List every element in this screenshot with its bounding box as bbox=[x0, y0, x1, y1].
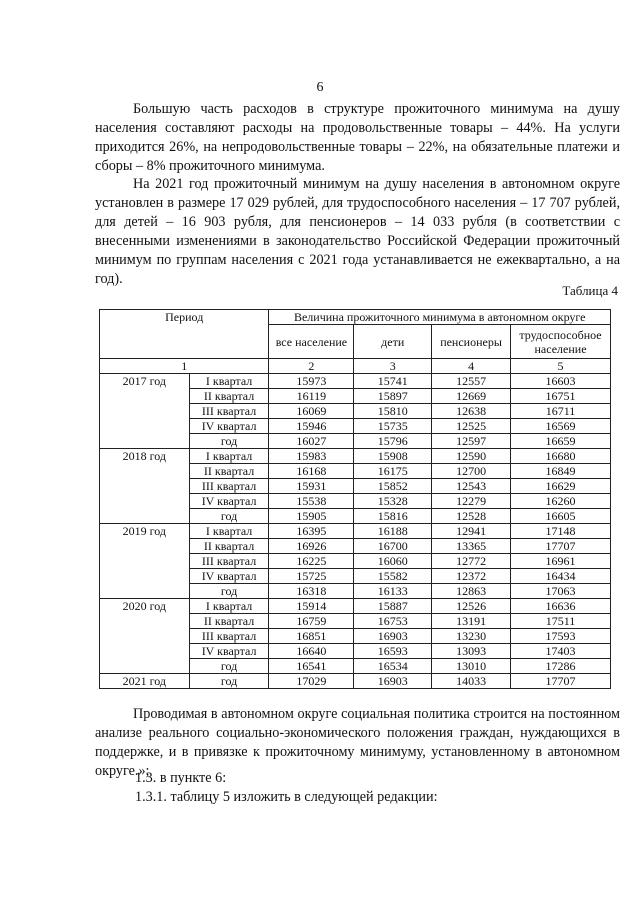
value-cell: 16851 bbox=[269, 629, 354, 644]
table-row bbox=[100, 524, 611, 539]
paragraph-social-policy: Проводимая в автономном округе социальная политика строится на постоянном анализе реального социально-экономического положения граждан, нуждающихся в поддержке, и в привязке к прожиточному минимуму, установленному в автономном округе.»; bbox=[95, 706, 620, 779]
period-cell: IV квартал bbox=[189, 644, 269, 659]
period-cell: IV квартал bbox=[189, 494, 269, 509]
value-cell: 16175 bbox=[354, 464, 432, 479]
value-cell: 16659 bbox=[511, 434, 611, 449]
value-cell: 12590 bbox=[432, 449, 511, 464]
col-header-pensioners: пенсионеры bbox=[432, 325, 511, 359]
value-cell: 15931 bbox=[269, 479, 354, 494]
value-cell: 15328 bbox=[354, 494, 432, 509]
value-cell: 16753 bbox=[354, 614, 432, 629]
value-cell: 13191 bbox=[432, 614, 511, 629]
value-cell: 16027 bbox=[269, 434, 354, 449]
value-cell: 12638 bbox=[432, 404, 511, 419]
value-cell: 12372 bbox=[432, 569, 511, 584]
value-cell: 15796 bbox=[354, 434, 432, 449]
period-cell: год bbox=[189, 509, 269, 524]
period-cell: III квартал bbox=[189, 479, 269, 494]
value-cell: 16903 bbox=[354, 629, 432, 644]
header-value: Величина прожиточного минимума в автономном округе bbox=[269, 310, 611, 325]
year-cell: 2017 год bbox=[100, 374, 190, 449]
value-cell: 16751 bbox=[511, 389, 611, 404]
value-cell: 16541 bbox=[269, 659, 354, 674]
period-cell: II квартал bbox=[189, 389, 269, 404]
value-cell: 12669 bbox=[432, 389, 511, 404]
value-cell: 15816 bbox=[354, 509, 432, 524]
value-cell: 16318 bbox=[269, 584, 354, 599]
value-cell: 16225 bbox=[269, 554, 354, 569]
year-cell: 2019 год bbox=[100, 524, 190, 599]
period-cell: II квартал bbox=[189, 464, 269, 479]
col-number: 5 bbox=[511, 359, 611, 374]
value-cell: 17511 bbox=[511, 614, 611, 629]
value-cell: 16133 bbox=[354, 584, 432, 599]
period-cell: I квартал bbox=[189, 599, 269, 614]
period-cell: год bbox=[189, 674, 269, 689]
value-cell: 12528 bbox=[432, 509, 511, 524]
subsistence-minimum-table bbox=[99, 309, 611, 689]
period-cell: IV квартал bbox=[189, 419, 269, 434]
period-cell: III квартал bbox=[189, 629, 269, 644]
value-cell: 17593 bbox=[511, 629, 611, 644]
col-number: 4 bbox=[432, 359, 511, 374]
value-cell: 12526 bbox=[432, 599, 511, 614]
col-header-all: все население bbox=[269, 325, 354, 359]
item-1-3: 1.3. в пункте 6: bbox=[135, 770, 227, 786]
value-cell: 15582 bbox=[354, 569, 432, 584]
value-cell: 13010 bbox=[432, 659, 511, 674]
period-cell: год bbox=[189, 659, 269, 674]
value-cell: 15735 bbox=[354, 419, 432, 434]
period-cell: I квартал bbox=[189, 374, 269, 389]
value-cell: 16119 bbox=[269, 389, 354, 404]
value-cell: 16603 bbox=[511, 374, 611, 389]
period-cell: II квартал bbox=[189, 539, 269, 554]
value-cell: 14033 bbox=[432, 674, 511, 689]
value-cell: 12525 bbox=[432, 419, 511, 434]
col-number: 1 bbox=[100, 359, 269, 374]
value-cell: 16395 bbox=[269, 524, 354, 539]
period-cell: II квартал bbox=[189, 614, 269, 629]
col-number: 3 bbox=[354, 359, 432, 374]
value-cell: 12557 bbox=[432, 374, 511, 389]
value-cell: 15887 bbox=[354, 599, 432, 614]
value-cell: 17029 bbox=[269, 674, 354, 689]
value-cell: 16060 bbox=[354, 554, 432, 569]
value-cell: 16629 bbox=[511, 479, 611, 494]
value-cell: 16640 bbox=[269, 644, 354, 659]
period-cell: год bbox=[189, 584, 269, 599]
value-cell: 16593 bbox=[354, 644, 432, 659]
table-row bbox=[100, 599, 611, 614]
value-cell: 15908 bbox=[354, 449, 432, 464]
value-cell: 16849 bbox=[511, 464, 611, 479]
value-cell: 13230 bbox=[432, 629, 511, 644]
value-cell: 16168 bbox=[269, 464, 354, 479]
value-cell: 16569 bbox=[511, 419, 611, 434]
value-cell: 16636 bbox=[511, 599, 611, 614]
value-cell: 17286 bbox=[511, 659, 611, 674]
item-1-3-1: 1.3.1. таблицу 5 изложить в следующей редакции: bbox=[135, 789, 438, 805]
period-cell: I квартал bbox=[189, 449, 269, 464]
value-cell: 16961 bbox=[511, 554, 611, 569]
value-cell: 16700 bbox=[354, 539, 432, 554]
value-cell: 15946 bbox=[269, 419, 354, 434]
value-cell: 17148 bbox=[511, 524, 611, 539]
value-cell: 16903 bbox=[354, 674, 432, 689]
value-cell: 13093 bbox=[432, 644, 511, 659]
col-number: 2 bbox=[269, 359, 354, 374]
year-cell: 2021 год bbox=[100, 674, 190, 689]
value-cell: 15741 bbox=[354, 374, 432, 389]
value-cell: 12772 bbox=[432, 554, 511, 569]
period-cell: III квартал bbox=[189, 404, 269, 419]
value-cell: 17403 bbox=[511, 644, 611, 659]
col-header-children: дети bbox=[354, 325, 432, 359]
value-cell: 12543 bbox=[432, 479, 511, 494]
year-cell: 2018 год bbox=[100, 449, 190, 524]
value-cell: 12700 bbox=[432, 464, 511, 479]
value-cell: 15538 bbox=[269, 494, 354, 509]
value-cell: 16260 bbox=[511, 494, 611, 509]
table-caption: Таблица 4 bbox=[562, 283, 618, 298]
table-row bbox=[100, 449, 611, 464]
value-cell: 15983 bbox=[269, 449, 354, 464]
value-cell: 13365 bbox=[432, 539, 511, 554]
value-cell: 12863 bbox=[432, 584, 511, 599]
value-cell: 15725 bbox=[269, 569, 354, 584]
paragraph-expenses-structure: Большую часть расходов в структуре прожиточного минимума на душу населения составляют расходы на продовольственные товары – 44%. На услуги приходится 26%, на непродовольственные товары – 22%, на обязательные платежи и сборы – 8% прожиточного минимума. bbox=[95, 101, 620, 174]
value-cell: 16759 bbox=[269, 614, 354, 629]
value-cell: 16926 bbox=[269, 539, 354, 554]
period-cell: III квартал bbox=[189, 554, 269, 569]
value-cell: 16069 bbox=[269, 404, 354, 419]
value-cell: 16534 bbox=[354, 659, 432, 674]
value-cell: 12597 bbox=[432, 434, 511, 449]
value-cell: 16711 bbox=[511, 404, 611, 419]
table-row bbox=[100, 674, 611, 689]
value-cell: 15905 bbox=[269, 509, 354, 524]
value-cell: 12941 bbox=[432, 524, 511, 539]
period-cell: год bbox=[189, 434, 269, 449]
value-cell: 17707 bbox=[511, 674, 611, 689]
value-cell: 15810 bbox=[354, 404, 432, 419]
value-cell: 12279 bbox=[432, 494, 511, 509]
value-cell: 15897 bbox=[354, 389, 432, 404]
year-cell: 2020 год bbox=[100, 599, 190, 674]
value-cell: 15973 bbox=[269, 374, 354, 389]
page-number: 6 bbox=[316, 80, 324, 95]
period-cell: IV квартал bbox=[189, 569, 269, 584]
paragraph-minimum-2021: На 2021 год прожиточный минимум на душу населения в автономном округе установлен в размере 17 029 рублей, для трудоспособного населения – 17 707 рублей, для детей – 16 903 рубля, для пенсионеров – 14 033 рубля (в соответствии с внесенными изменениями в законодательство Российской Федерации прожиточный минимум по группам населения с 2021 года устанавливается не ежеквартально, а на год). bbox=[95, 176, 620, 287]
header-period: Период bbox=[100, 310, 269, 359]
value-cell: 15852 bbox=[354, 479, 432, 494]
value-cell: 16605 bbox=[511, 509, 611, 524]
period-cell: I квартал bbox=[189, 524, 269, 539]
value-cell: 17063 bbox=[511, 584, 611, 599]
col-header-working: трудоспособное население bbox=[511, 325, 611, 359]
value-cell: 16188 bbox=[354, 524, 432, 539]
value-cell: 17707 bbox=[511, 539, 611, 554]
value-cell: 16680 bbox=[511, 449, 611, 464]
value-cell: 16434 bbox=[511, 569, 611, 584]
value-cell: 15914 bbox=[269, 599, 354, 614]
table-row bbox=[100, 374, 611, 389]
